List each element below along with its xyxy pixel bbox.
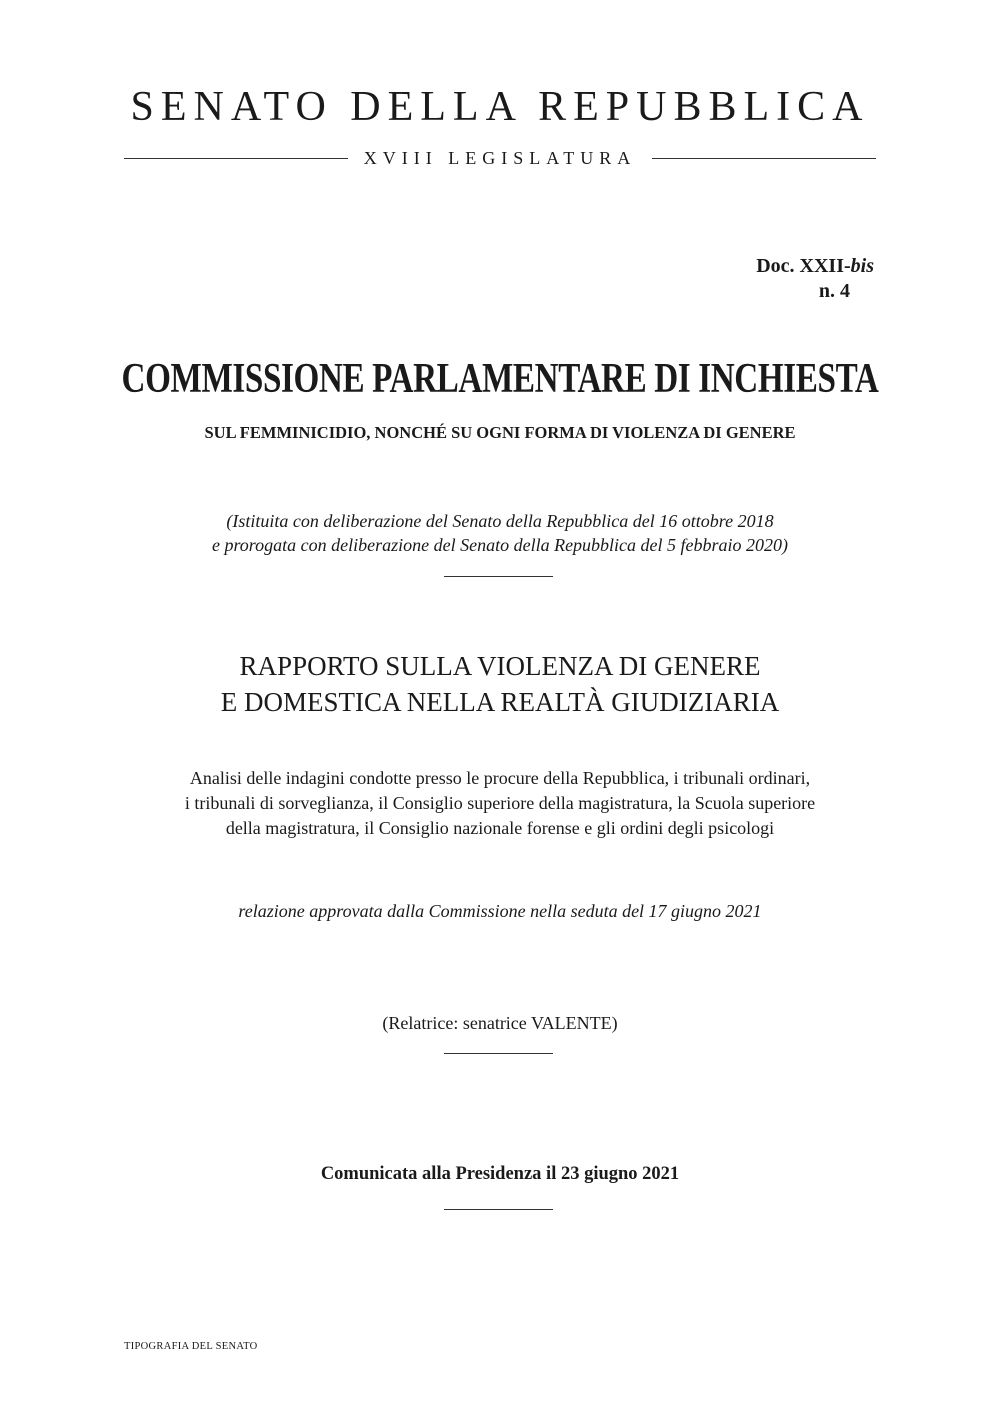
rapporteur: (Relatrice: senatrice VALENTE)	[382, 1013, 618, 1033]
analysis-line: Analisi delle indagini condotte presso le procure della Repubblica, i tribunali ordinari,	[189, 768, 811, 788]
report-title-line: E DOMESTICA NELLA REALTÀ GIUDIZIARIA	[220, 687, 780, 717]
doc-ref-number: n. 4	[818, 280, 850, 302]
commission-subtitle: SUL FEMMINICIDIO, NONCHÉ SU OGNI FORMA DI VIOLENZA DI GENERE	[204, 423, 796, 442]
institution-note	[0, 509, 1000, 557]
report-title-line: RAPPORTO SULLA VIOLENZA DI GENERE	[239, 651, 761, 681]
doc-ref-suffix: bis	[850, 255, 874, 277]
legislature-rule-left	[124, 158, 348, 159]
approval-note: relazione approvata dalla Commissione nella seduta del 17 giugno 2021	[238, 901, 762, 921]
legislature-rule-right	[652, 158, 876, 159]
analysis-line: della magistratura, il Consiglio nazionale forense e gli ordini degli psicologi	[225, 818, 775, 838]
institution-note-line: e prorogata con deliberazione del Senato della Repubblica del 5 febbraio 2020)	[211, 535, 789, 555]
legislature-label: XVIII LEGISLATURA	[363, 147, 637, 168]
institution-note-line: (Istituita con deliberazione del Senato della Repubblica del 16 ottobre 2018	[226, 511, 774, 531]
divider-rule	[444, 576, 553, 577]
communicated-date: Comunicata alla Presidenza il 23 giugno 2021	[320, 1164, 680, 1184]
report-title	[0, 648, 1000, 720]
analysis-description	[0, 766, 1000, 841]
doc-ref-prefix: Doc. XXII-	[756, 255, 851, 277]
divider-rule	[444, 1209, 553, 1210]
commission-title: COMMISSIONE PARLAMENTARE DI INCHIESTA	[121, 356, 879, 402]
doc-ref-code	[756, 254, 874, 279]
printer-footer: TIPOGRAFIA DEL SENATO	[124, 1341, 258, 1352]
divider-rule	[444, 1053, 553, 1054]
analysis-line: i tribunali di sorveglianza, il Consiglio superiore della magistratura, la Scuola superiore	[184, 793, 816, 813]
document-reference	[756, 254, 874, 304]
legislature-row	[124, 146, 876, 170]
senate-title: SENATO DELLA REPUBBLICA	[130, 84, 870, 130]
